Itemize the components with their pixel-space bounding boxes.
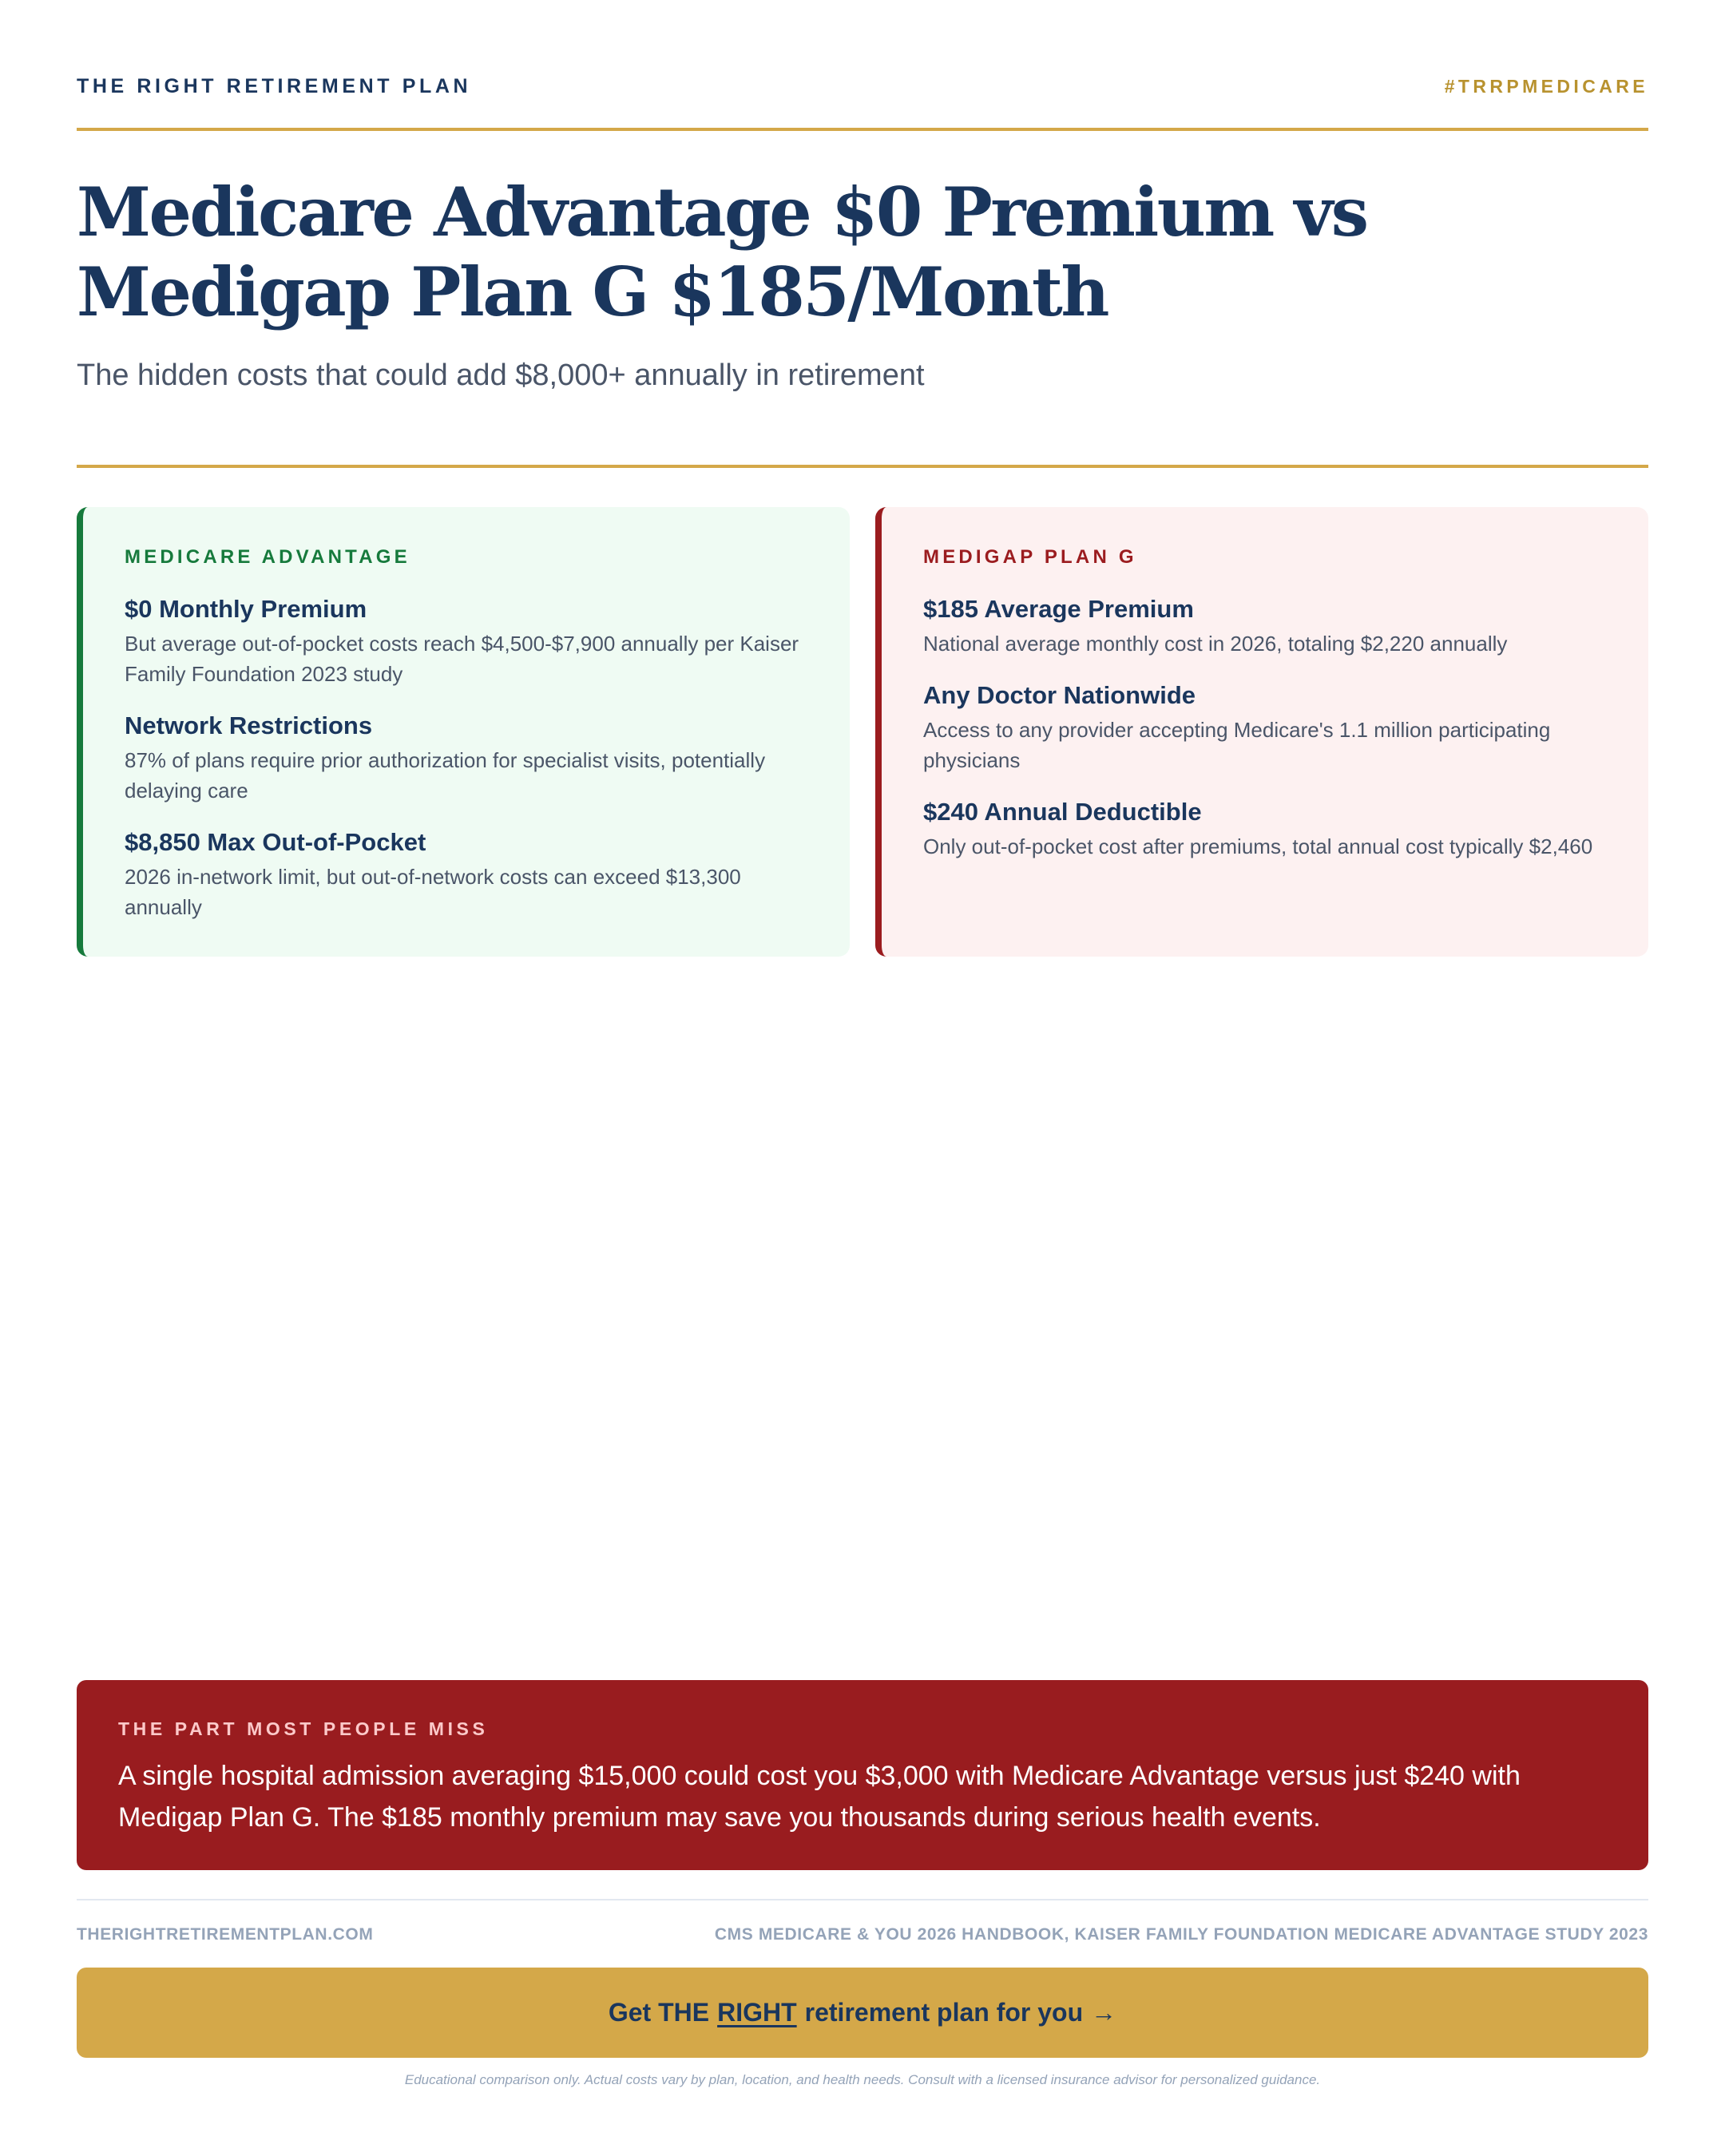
list-item (125, 826, 810, 922)
footer (77, 1923, 1648, 1947)
footer-divider (77, 1899, 1648, 1900)
item-description: National average monthly cost in 2026, totaling $2,220 annually (923, 632, 1508, 656)
section-divider (77, 465, 1648, 468)
key-insight-callout (77, 1680, 1648, 1870)
item-description: 2026 in-network limit, but out-of-network costs can exceed $13,300 annually (125, 865, 741, 919)
card-label: MEDICARE ADVANTAGE (125, 546, 410, 568)
item-title: $8,850 Max Out-of-Pocket (125, 828, 426, 856)
cta-button[interactable] (77, 1968, 1648, 2058)
sources-text: CMS MEDICARE & YOU 2026 HANDBOOK, KAISER FAMILY FOUNDATION MEDICARE ADVANTAGE STUDY 2023 (714, 1925, 1648, 1944)
item-description: Only out-of-pocket cost after premiums, total annual cost typically $2,460 (923, 834, 1593, 858)
website-link[interactable]: THERIGHTRETIREMENTPLAN.COM (77, 1925, 374, 1944)
callout-label: THE PART MOST PEOPLE MISS (118, 1718, 489, 1739)
disclaimer: Educational comparison only. Actual costs vary by plan, location, and health needs. Consult with a licensed insurance advisor for personalized guidance. (404, 2072, 1321, 2087)
header-divider (77, 128, 1648, 131)
item-description: 87% of plans require prior authorization for specialist visits, potentially delaying care (125, 748, 766, 803)
item-title: $240 Annual Deductible (923, 798, 1202, 826)
item-title: $185 Average Premium (923, 595, 1194, 623)
brand-name: THE RIGHT RETIREMENT PLAN (77, 74, 472, 97)
hashtag: #TRRPMEDICARE (1444, 75, 1648, 97)
item-description: But average out-of-pocket costs reach $4,500-$7,900 annually per Kaiser Family Foundation 2023 study (125, 632, 799, 686)
list-item (923, 680, 1608, 775)
list-item (125, 710, 810, 806)
cta-emphasis: RIGHT (717, 1998, 797, 2027)
list-item (923, 796, 1608, 862)
list-item (923, 593, 1608, 659)
item-title: $0 Monthly Premium (125, 595, 367, 623)
page-title: Medicare Advantage $0 Premium vs Medigap Plan G $185/Month (77, 172, 1367, 331)
page-header (77, 70, 1648, 102)
cta-suffix: retirement plan for you (804, 1998, 1084, 2027)
cta-prefix: Get THE (608, 1998, 710, 2027)
arrow-right-icon: → (1091, 1998, 1117, 2027)
medicare-advantage-card (77, 507, 850, 957)
item-title: Any Doctor Nationwide (923, 681, 1196, 709)
list-item (125, 593, 810, 689)
item-description: Access to any provider accepting Medicare's 1.1 million participating physicians (923, 718, 1551, 772)
medigap-plan-g-card (875, 507, 1648, 957)
callout-body: A single hospital admission averaging $15,000 could cost you $3,000 with Medicare Advantage versus just $240 with Medigap Plan G. The $185 monthly premium may save you thousands during serious health events. (118, 1761, 1521, 1833)
card-label: MEDIGAP PLAN G (923, 546, 1137, 568)
page-subtitle: The hidden costs that could add $8,000+ annually in retirement (77, 359, 925, 392)
item-title: Network Restrictions (125, 711, 373, 739)
